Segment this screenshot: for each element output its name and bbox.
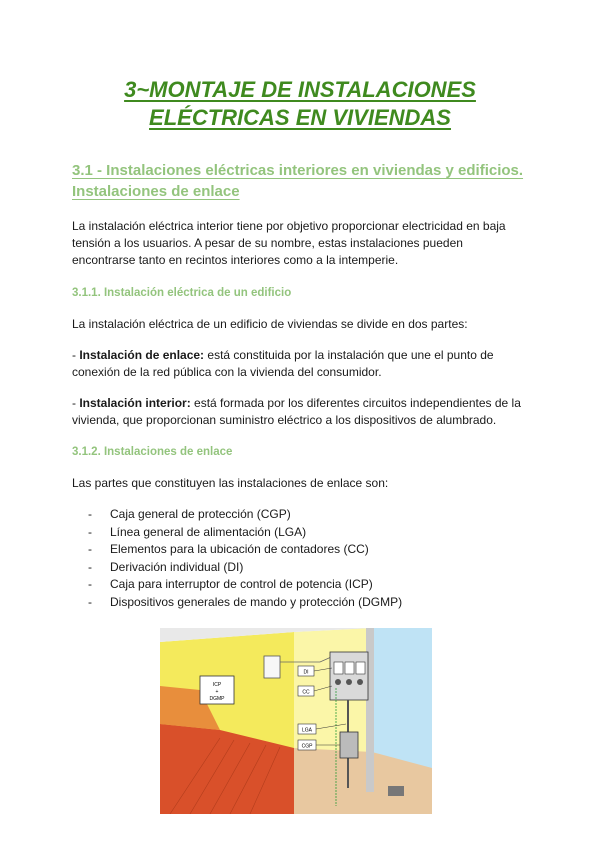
- list-item: [72, 506, 402, 524]
- list-item: [72, 559, 402, 577]
- dgmp-label: DGMP: [209, 696, 225, 702]
- enlace-item-line-1: [72, 347, 538, 364]
- section-heading-line-2: Instalaciones de enlace: [72, 183, 240, 200]
- intro-line-3: encontrarse tanto en recintos interiores como a la intemperie.: [72, 253, 399, 267]
- enlace-term: Instalación de enlace:: [79, 348, 205, 362]
- subsection-heading-2: 3.1.2. Instalaciones de enlace: [72, 446, 233, 458]
- section-heading-line-1: 3.1 - Instalaciones eléctricas interiores en viviendas y edificios.: [72, 162, 524, 179]
- cgp-box: [340, 732, 358, 758]
- installation-illustration: [160, 628, 432, 814]
- interior-term: Instalación interior:: [79, 396, 191, 410]
- list-dash: -: [88, 559, 92, 574]
- list-item: [72, 576, 402, 594]
- parts-intro: Las partes que constituyen las instalaciones de enlace son:: [72, 476, 389, 490]
- floor-box: [388, 786, 404, 796]
- cc-label: CC: [302, 689, 310, 696]
- building-paragraph: La instalación eléctrica de un edificio de viviendas se divide en dos partes:: [72, 317, 468, 331]
- page-title-line-2: ELÉCTRICAS EN VIVIENDAS: [149, 105, 451, 130]
- interior-dash: -: [72, 396, 80, 410]
- intro-line-2: tensión a los usuarios. A pesar de su nombre, estas instalaciones pueden: [72, 236, 463, 250]
- icp-plus: +: [215, 689, 219, 695]
- enlace-item-line-2: conexión de la red pública con la vivienda del consumidor.: [72, 365, 382, 379]
- list-item: [72, 594, 402, 612]
- list-item: [72, 541, 402, 559]
- list-item-text: Elementos para la ubicación de contadores (CC): [110, 542, 369, 557]
- di-label: DI: [303, 669, 309, 676]
- parts-list: [72, 506, 402, 612]
- enlace-dash: -: [72, 348, 80, 362]
- list-dash: -: [88, 507, 92, 521]
- interior-item-line-1: [72, 395, 538, 412]
- list-dash: -: [88, 577, 92, 592]
- meter-2: [345, 662, 354, 674]
- meter-dial-1: [335, 679, 341, 685]
- page-title-line-1: 3~MONTAJE DE INSTALACIONES: [124, 77, 476, 102]
- list-item-text: Caja para interruptor de control de potencia (ICP): [110, 577, 373, 592]
- list-item-text: Dispositivos generales de mando y protección (DGMP): [110, 594, 403, 609]
- cgp-label: CGP: [301, 743, 313, 750]
- enlace-text: está constituida por la instalación que une el punto de: [204, 348, 494, 362]
- list-item-text: Derivación individual (DI): [110, 559, 244, 574]
- list-item: [72, 524, 402, 542]
- interior-item-line-2: vivienda, que proporcionan suministro eléctrico a los dispositivos de alumbrado.: [72, 413, 497, 427]
- meter-3: [356, 662, 365, 674]
- list-item-text: Línea general de alimentación (LGA): [110, 524, 307, 539]
- list-item-text: Caja general de protección (CGP): [110, 507, 291, 521]
- icp-label: ICP: [212, 682, 222, 688]
- wall-panel: [264, 656, 280, 678]
- list-dash: -: [88, 594, 92, 609]
- intro-line-1: La instalación eléctrica interior tiene por objetivo proporcionar electricidad en baja: [72, 219, 506, 233]
- interior-text: está formada por los diferentes circuitos independientes de la: [190, 396, 521, 410]
- list-dash: -: [88, 542, 92, 557]
- lga-label: LGA: [301, 727, 313, 734]
- subsection-heading-1: 3.1.1. Instalación eléctrica de un edificio: [72, 287, 292, 299]
- meter-dial-2: [346, 679, 352, 685]
- list-dash: -: [88, 524, 92, 539]
- meter-dial-3: [357, 679, 363, 685]
- meter-1: [334, 662, 343, 674]
